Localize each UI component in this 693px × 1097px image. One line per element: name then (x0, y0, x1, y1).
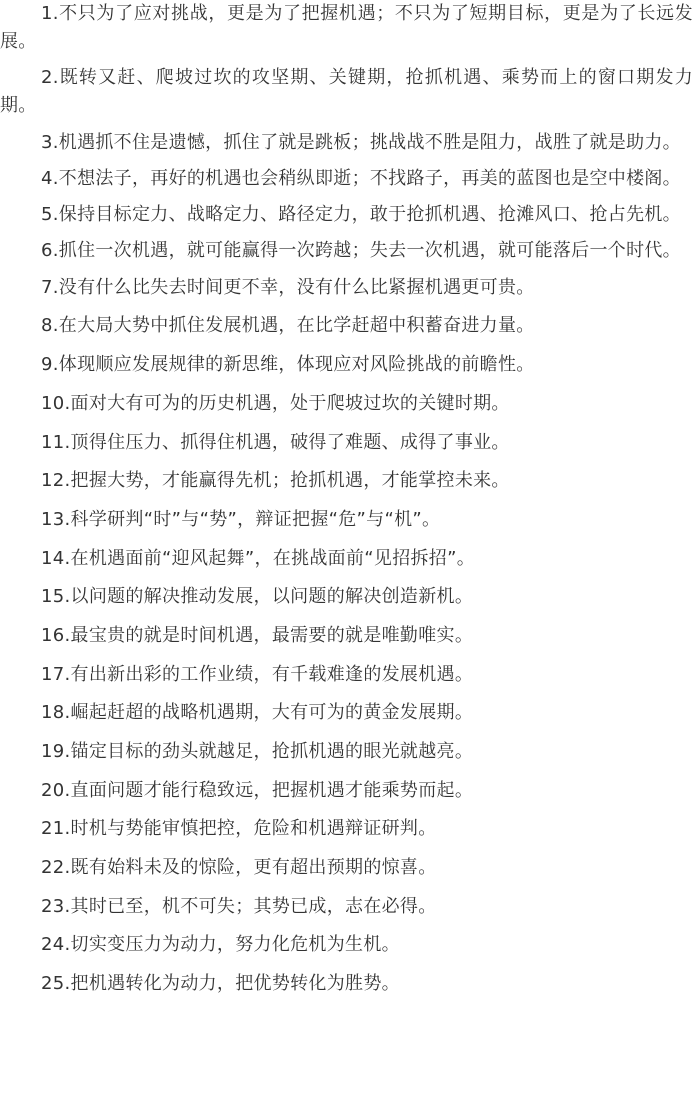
list-item: 13.科学研判“时”与“势”，辩证把握“危”与“机”。 (41, 508, 441, 530)
list-item: 17.有出新出彩的工作业绩，有千载难逢的发展机遇。 (41, 663, 474, 685)
list-item: 18.崛起赶超的战略机遇期，大有可为的黄金发展期。 (41, 702, 474, 724)
list-item: 11.顶得住压力、抓得住机遇，破得了难题、成得了事业。 (41, 431, 510, 453)
list-item: 20.直面问题才能行稳致远，把握机遇才能乘势而起。 (41, 779, 474, 801)
list-item: 2.既转又赶、爬坡过坎的攻坚期、关键期，抢抓机遇、乘势而上的窗口期发力期。 (0, 67, 693, 117)
list-item: 3.机遇抓不住是遗憾，抓住了就是跳板；挑战战不胜是阻力，战胜了就是助力。 (41, 131, 681, 153)
list-item: 9.体现顺应发展规律的新思维，体现应对风险挑战的前瞻性。 (41, 354, 535, 376)
list-item: 12.把握大势，才能赢得先机；抢抓机遇，才能掌控未来。 (41, 470, 510, 492)
list-item: 1.不只为了应对挑战，更是为了把握机遇；不只为了短期目标，更是为了长远发展。 (0, 3, 693, 52)
list-item: 4.不想法子，再好的机遇也会稍纵即逝；不找路子，再美的蓝图也是空中楼阁。 (41, 167, 681, 189)
list-item: 7.没有什么比失去时间更不幸，没有什么比紧握机遇更可贵。 (41, 276, 535, 298)
list-item: 14.在机遇面前“迎风起舞”，在挑战面前“见招拆招”。 (41, 547, 476, 569)
list-item: 6.抓住一次机遇，就可能赢得一次跨越；失去一次机遇，就可能落后一个时代。 (41, 240, 681, 262)
list-item: 10.面对大有可为的历史机遇，处于爬坡过坎的关键时期。 (41, 392, 510, 414)
list-item: 15.以问题的解决推动发展，以问题的解决创造新机。 (41, 586, 474, 608)
list-item: 5.保持目标定力、战略定力、路径定力，敢于抢抓机遇、抢滩风口、抢占先机。 (41, 204, 681, 226)
list-item: 22.既有始料未及的惊险，更有超出预期的惊喜。 (41, 857, 437, 879)
list-item: 21.时机与势能审慎把控，危险和机遇辩证研判。 (41, 818, 437, 840)
list-item: 8.在大局大势中抓住发展机遇，在比学赶超中积蓄奋进力量。 (41, 315, 535, 337)
list-item: 19.锚定目标的劲头就越足，抢抓机遇的眼光就越亮。 (41, 741, 474, 763)
list-item: 25.把机遇转化为动力，把优势转化为胜势。 (41, 973, 400, 995)
list-item: 24.切实变压力为动力，努力化危机为生机。 (41, 934, 400, 956)
list-item: 16.最宝贵的就是时间机遇，最需要的就是唯勤唯实。 (41, 624, 474, 646)
list-item: 23.其时已至，机不可失；其势已成，志在必得。 (41, 895, 437, 917)
